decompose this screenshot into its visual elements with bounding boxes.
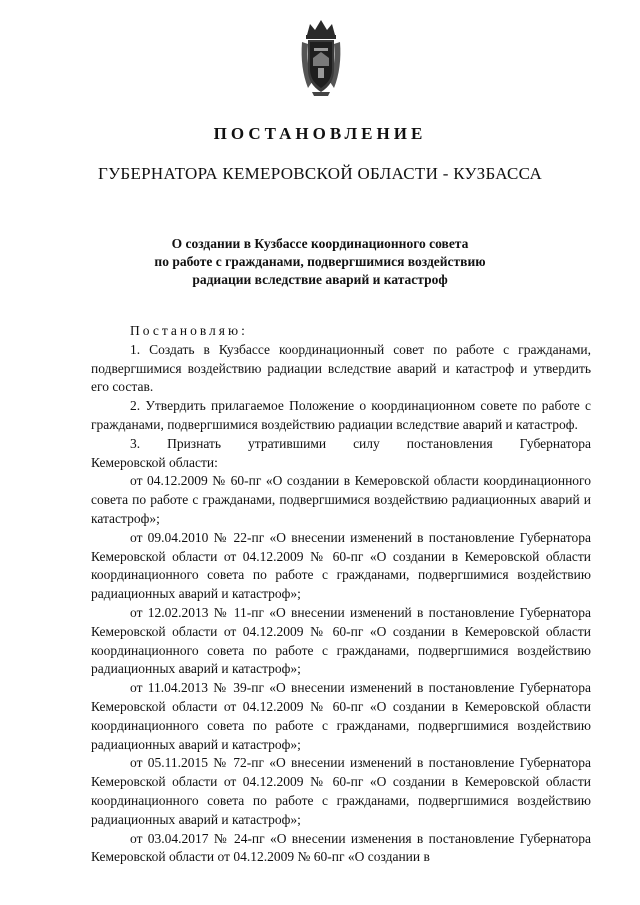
rescinded-decree: от 05.11.2015 № 72-пг «О внесении изменений в постановление Губернатора Кемеровской области от 04.12.2009 № 60-пг «О создании в Кемеровской области координационного совета по работе с гражданами, подвергшимися воздействию радиационных аварий и катастроф»; bbox=[91, 755, 591, 827]
clause-3-word: постановления bbox=[406, 435, 493, 451]
clause-2: 2. Утвердить прилагаемое Положение о координационном совете по работе с гражданами, подвергшимися воздействию радиации вследствие аварий и катастроф. bbox=[91, 398, 591, 432]
decree-word: Постановляю: bbox=[130, 323, 248, 338]
rescinded-decree: от 03.04.2017 № 24-пг «О внесении изменения в постановление Губернатора Кемеровской области от 04.12.2009 № 60-пг «О создании в bbox=[91, 830, 591, 865]
clause-3-word: силу bbox=[353, 435, 380, 451]
rescinded-decree: от 04.12.2009 № 60-пг «О создании в Кемеровской области координационного совета по работе с гражданами, подвергшимися воздействию радиационных аварий и катастроф»; bbox=[91, 473, 591, 526]
issuing-authority: ГУБЕРНАТОРА КЕМЕРОВСКОЙ ОБЛАСТИ - КУЗБАССА bbox=[97, 164, 543, 183]
kuzbass-coat-of-arms-icon bbox=[298, 18, 344, 98]
rescinded-decree: от 12.02.2013 № 11-пг «О внесении изменений в постановление Губернатора Кемеровской области от 04.12.2009 № 60-пг «О создании в Кемеровской области координационного совета по работе с гражданами, подвергшимися воздействию радиационных аварий и катастроф»; bbox=[91, 604, 591, 677]
clause-3-word: 3. bbox=[130, 435, 141, 451]
clause-3-word: утратившими bbox=[248, 435, 327, 451]
document-type-heading: ПОСТАНОВЛЕНИЕ bbox=[213, 124, 427, 143]
clause-3-word: Губернатора bbox=[519, 435, 591, 451]
clause-3-first-line bbox=[91, 435, 591, 454]
rescinded-decree: от 09.04.2010 № 22-пг «О внесении изменений в постановление Губернатора Кемеровской области от 04.12.2009 № 60-пг «О создании в Кемеровской области координационного совета по работе с гражданами, подвергшимися воздействию радиационных аварий и катастроф»; bbox=[91, 529, 591, 602]
title-line: по работе с гражданами, подвергшимися воздействию bbox=[154, 254, 486, 269]
document-title bbox=[90, 235, 550, 289]
title-line: О создании в Кузбассе координационного совета bbox=[171, 236, 469, 251]
rescinded-decree: от 11.04.2013 № 39-пг «О внесении изменений в постановление Губернатора Кемеровской области от 04.12.2009 № 60-пг «О создании в Кемеровской области координационного совета по работе с гражданами, подвергшимися воздействию радиационных аварий и катастроф»; bbox=[91, 680, 591, 752]
title-line: радиации вследствие аварий и катастроф bbox=[192, 272, 448, 287]
clause-3-word: Признать bbox=[167, 435, 222, 451]
document-body bbox=[91, 322, 591, 867]
clause-3-continuation: Кемеровской области: bbox=[91, 454, 218, 470]
clause-1: 1. Создать в Кузбассе координационный совет по работе с гражданами, подвергшимися воздействию радиации вследствие аварий и катастроф и утвердить его состав. bbox=[91, 341, 591, 395]
